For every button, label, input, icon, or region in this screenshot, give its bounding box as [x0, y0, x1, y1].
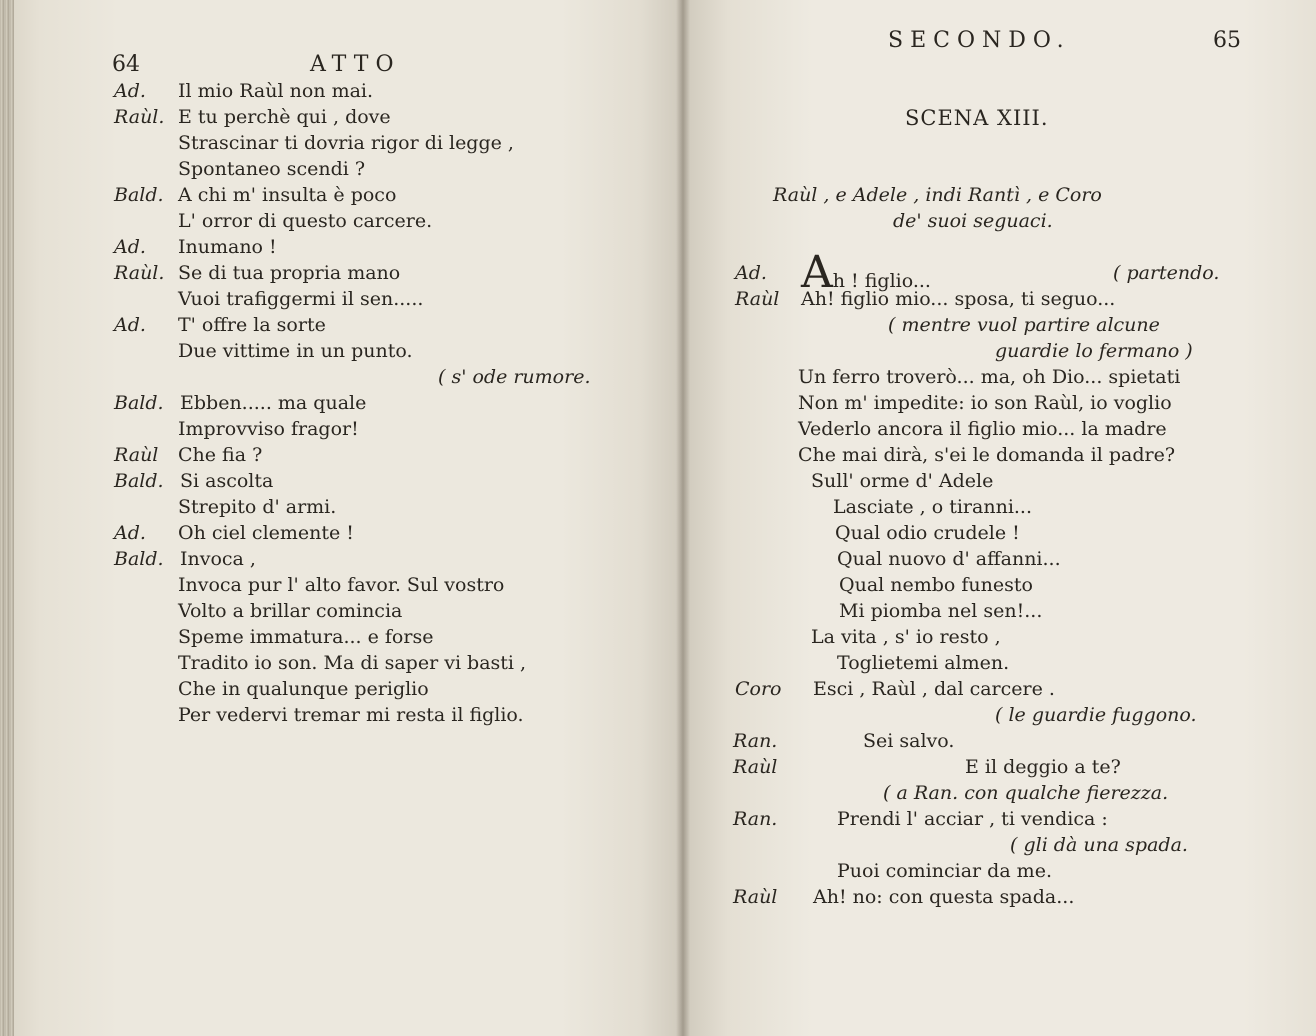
- verse-line: Si ascolta: [180, 470, 274, 492]
- speaker: Raùl: [735, 288, 780, 310]
- verse-line: Ah! no: con questa spada...: [813, 886, 1075, 908]
- speaker: Bald.: [114, 184, 164, 206]
- verse-line: Ebben..... ma quale: [180, 392, 367, 414]
- verse-line: Invoca ,: [180, 548, 256, 570]
- page-number-right: 65: [1213, 28, 1241, 53]
- speaker: Ad.: [735, 262, 767, 284]
- speaker: Ran.: [733, 808, 778, 830]
- speaker: Bald.: [114, 548, 164, 570]
- verse-line: Tradito io son. Ma di saper vi basti ,: [178, 652, 527, 674]
- verse-line: Non m' impedite: io son Raùl, io voglio: [798, 392, 1172, 414]
- speaker: Ad.: [114, 236, 146, 258]
- cast-list: de' suoi seguaci.: [893, 210, 1053, 232]
- verse-line: Ah! figlio mio... sposa, ti seguo...: [801, 288, 1116, 310]
- verse-line: Improvviso fragor!: [178, 418, 359, 440]
- verse-line: Toglietemi almen.: [837, 652, 1010, 674]
- verse-line: Se di tua propria mano: [178, 262, 401, 284]
- stage-direction: ( gli dà una spada.: [1010, 834, 1188, 856]
- verse-line: E il deggio a te?: [965, 756, 1121, 778]
- verse-line: Esci , Raùl , dal carcere .: [813, 678, 1055, 700]
- verse-line: Invoca pur l' alto favor. Sul vostro: [178, 574, 505, 596]
- speaker: Raùl: [733, 756, 778, 778]
- running-header-left: ATTO: [310, 52, 401, 77]
- scene-title: SCENA XIII.: [905, 106, 1049, 130]
- running-header-right: SECONDO.: [888, 28, 1071, 53]
- verse-line: Sei salvo.: [863, 730, 955, 752]
- verse-line: Qual nembo funesto: [839, 574, 1033, 596]
- verse-line: Qual nuovo d' affanni...: [837, 548, 1061, 570]
- verse-line: Per vedervi tremar mi resta il figlio.: [178, 704, 524, 726]
- speaker: Ad.: [114, 522, 146, 544]
- speaker: Bald.: [114, 470, 164, 492]
- verse-line: Mi piomba nel sen!...: [839, 600, 1043, 622]
- verse-line: Che in qualunque periglio: [178, 678, 429, 700]
- verse-line: Vuoi trafiggermi il sen.....: [178, 288, 424, 310]
- verse-line: Strascinar ti dovria rigor di legge ,: [178, 132, 514, 154]
- speaker: Raùl: [733, 886, 778, 908]
- verse-line: Che mai dirà, s'ei le domanda il padre?: [798, 444, 1176, 466]
- page-number-left: 64: [112, 52, 140, 77]
- stage-direction: ( mentre vuol partire alcune: [888, 314, 1160, 336]
- verse-line: Un ferro troverò... ma, oh Dio... spietati: [798, 366, 1181, 388]
- verse-line: L' orror di questo carcere.: [178, 210, 433, 232]
- speaker: Raùl.: [114, 262, 165, 284]
- stage-direction: ( a Ran. con qualche fierezza.: [883, 782, 1169, 804]
- verse-line: Speme immatura... e forse: [178, 626, 434, 648]
- right-page: [683, 0, 1316, 1036]
- verse-line: Vederlo ancora il figlio mio... la madre: [798, 418, 1167, 440]
- stage-direction: guardie lo fermano ): [995, 340, 1193, 362]
- speaker: Ran.: [733, 730, 778, 752]
- speaker: Raùl.: [114, 106, 165, 128]
- stage-direction: ( partendo.: [1113, 262, 1220, 284]
- verse-line: La vita , s' io resto ,: [811, 626, 1001, 648]
- book-gutter: [676, 0, 690, 1036]
- speaker: Coro: [735, 678, 782, 700]
- verse-line: Strepito d' armi.: [178, 496, 337, 518]
- cast-list: Raùl , e Adele , indi Rantì , e Coro: [773, 184, 1102, 206]
- verse-line: Ah ! figlio...: [801, 247, 931, 298]
- stage-direction: ( s' ode rumore.: [438, 366, 591, 388]
- verse-line: Spontaneo scendi ?: [178, 158, 366, 180]
- speaker: Ad.: [114, 80, 146, 102]
- verse-line: Inumano !: [178, 236, 277, 258]
- verse-line: Prendi l' acciar , ti vendica :: [837, 808, 1108, 830]
- verse-line: Oh ciel clemente !: [178, 522, 354, 544]
- verse-line: Due vittime in un punto.: [178, 340, 413, 362]
- verse-line: Qual odio crudele !: [835, 522, 1020, 544]
- page-edges: [0, 0, 14, 1036]
- stage-direction: ( le guardie fuggono.: [995, 704, 1197, 726]
- verse-line: Volto a brillar comincia: [178, 600, 403, 622]
- verse-line: Il mio Raùl non mai.: [178, 80, 374, 102]
- verse-line: Sull' orme d' Adele: [811, 470, 994, 492]
- verse-line: T' offre la sorte: [178, 314, 326, 336]
- drop-cap: A: [801, 247, 833, 298]
- speaker: Raùl: [114, 444, 159, 466]
- verse-line: A chi m' insulta è poco: [178, 184, 397, 206]
- verse-line: Lasciate , o tiranni...: [833, 496, 1033, 518]
- verse-line: Che fia ?: [178, 444, 263, 466]
- speaker: Bald.: [114, 392, 164, 414]
- speaker: Ad.: [114, 314, 146, 336]
- verse-line: Puoi cominciar da me.: [837, 860, 1052, 882]
- verse-line: E tu perchè qui , dove: [178, 106, 391, 128]
